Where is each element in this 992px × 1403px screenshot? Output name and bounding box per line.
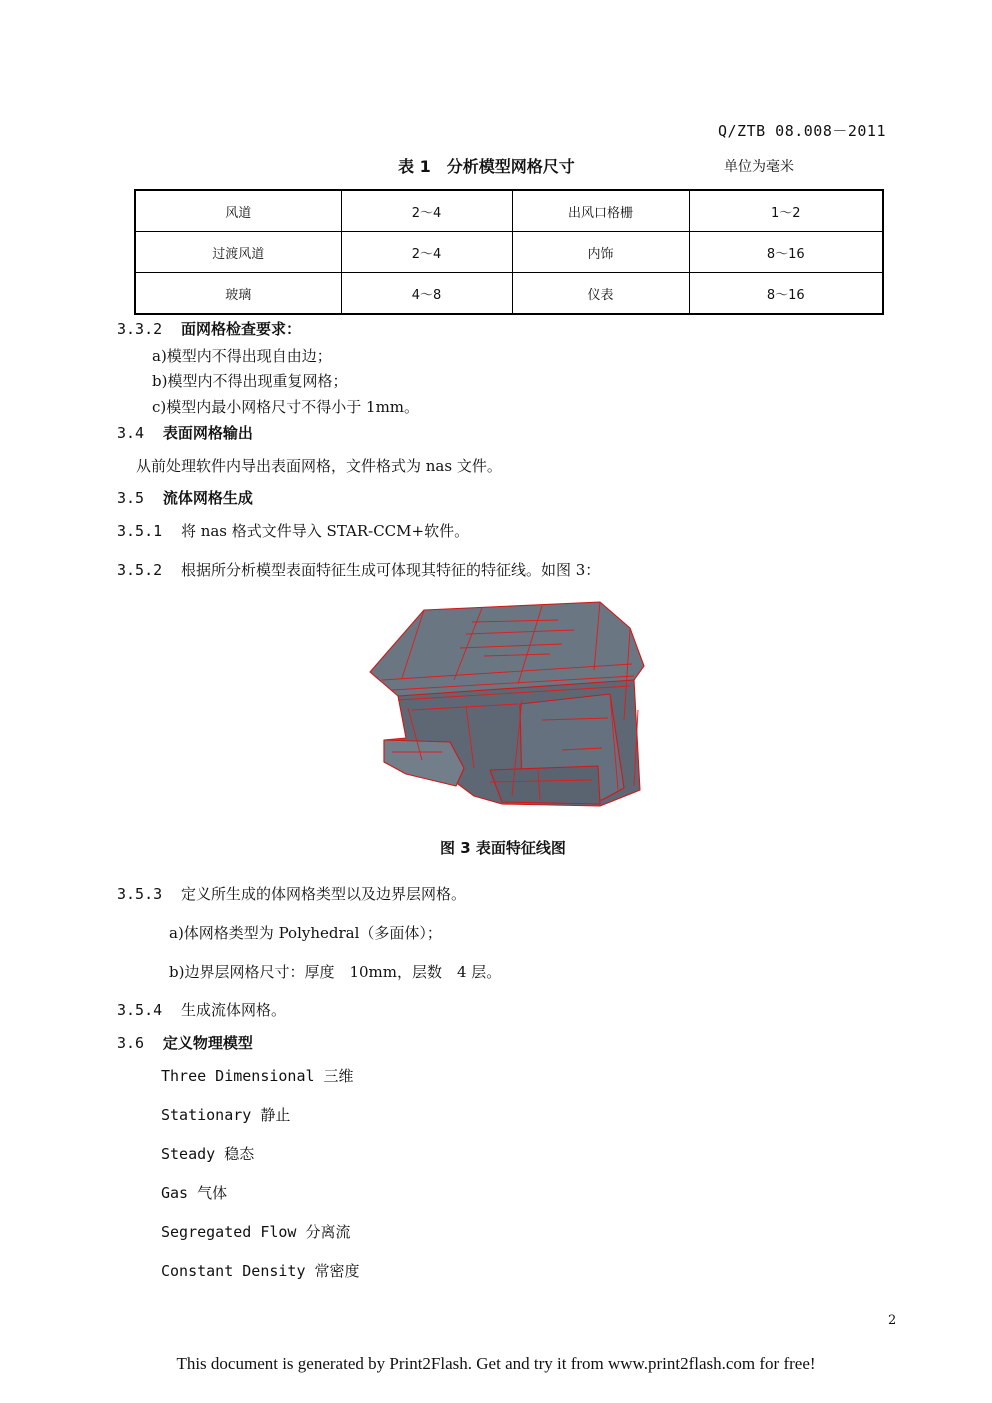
section-title: 定义物理模型 xyxy=(162,1034,253,1052)
paragraph: 将 nas 格式文件导入 STAR-CCM+软件。 xyxy=(180,522,470,540)
mesh-size-table xyxy=(134,189,884,315)
page-number: 2 xyxy=(888,1313,897,1328)
paragraph: 生成流体网格。 xyxy=(180,1001,286,1019)
table-cell: 过渡风道 xyxy=(135,232,341,273)
list-item: Steady 稳态 xyxy=(161,1145,255,1163)
standard-code: Q/ZTB 08.008－2011 xyxy=(718,122,886,140)
section-3-5-4 xyxy=(117,999,286,1020)
list-item: Stationary 静止 xyxy=(161,1106,291,1124)
section-3-6-heading xyxy=(117,1032,253,1053)
table-cell: 仪表 xyxy=(512,273,689,315)
list-item: b)边界层网格尺寸：厚度 10mm，层数 4 层。 xyxy=(169,963,502,981)
list-item: a)体网格类型为 Polyhedral（多面体）； xyxy=(169,924,442,942)
figure-caption: 图 3 表面特征线图 xyxy=(440,839,566,857)
list-item: c)模型内最小网格尺寸不得小于 1mm。 xyxy=(152,398,420,416)
section-number: 3.5.4 xyxy=(117,1001,163,1019)
section-title: 流体网格生成 xyxy=(162,489,253,507)
section-number: 3.4 xyxy=(117,424,145,442)
paragraph: 从前处理软件内导出表面网格，文件格式为 nas 文件。 xyxy=(136,457,502,475)
table-cell: 内饰 xyxy=(512,232,689,273)
table-row xyxy=(135,190,883,232)
list-item: a)模型内不得出现自由边； xyxy=(152,347,332,365)
section-3-5-1 xyxy=(117,520,469,541)
footer-notice: This document is generated by Print2Flash. Get and try it from www.print2flash.com for free! xyxy=(176,1354,816,1373)
paragraph: 根据所分析模型表面特征生成可体现其特征的特征线。如图 3： xyxy=(180,561,601,579)
table-cell: 4～8 xyxy=(341,273,512,315)
table-cell: 8～16 xyxy=(689,273,883,315)
list-item: Three Dimensional 三维 xyxy=(161,1067,354,1085)
section-3-3-2-heading xyxy=(117,318,301,339)
table-cell: 1～2 xyxy=(689,190,883,232)
surface-feature-line-figure xyxy=(362,600,648,836)
table-row xyxy=(135,273,883,315)
section-title: 面网格检查要求： xyxy=(180,320,301,338)
section-3-5-2 xyxy=(117,559,600,580)
table-row xyxy=(135,232,883,273)
table-cell: 玻璃 xyxy=(135,273,341,315)
table-cell: 风道 xyxy=(135,190,341,232)
section-3-4-heading xyxy=(117,422,253,443)
table-cell: 2～4 xyxy=(341,232,512,273)
table-cell: 8～16 xyxy=(689,232,883,273)
section-3-5-heading xyxy=(117,487,253,508)
unit-note: 单位为毫米 xyxy=(724,159,794,175)
list-item: Constant Density 常密度 xyxy=(161,1262,360,1280)
section-number: 3.3.2 xyxy=(117,320,163,338)
section-number: 3.5.2 xyxy=(117,561,163,579)
paragraph: 定义所生成的体网格类型以及边界层网格。 xyxy=(180,885,466,903)
section-title: 表面网格输出 xyxy=(162,424,253,442)
table-cell: 2～4 xyxy=(341,190,512,232)
table-caption: 表 1 分析模型网格尺寸 xyxy=(398,157,575,176)
list-item: Segregated Flow 分离流 xyxy=(161,1223,351,1241)
list-item: Gas 气体 xyxy=(161,1184,228,1202)
section-number: 3.5 xyxy=(117,489,145,507)
section-number: 3.6 xyxy=(117,1034,145,1052)
section-number: 3.5.3 xyxy=(117,885,163,903)
table-cell: 出风口格栅 xyxy=(512,190,689,232)
list-item: b)模型内不得出现重复网格； xyxy=(152,372,348,390)
section-3-5-3 xyxy=(117,883,466,904)
section-number: 3.5.1 xyxy=(117,522,163,540)
